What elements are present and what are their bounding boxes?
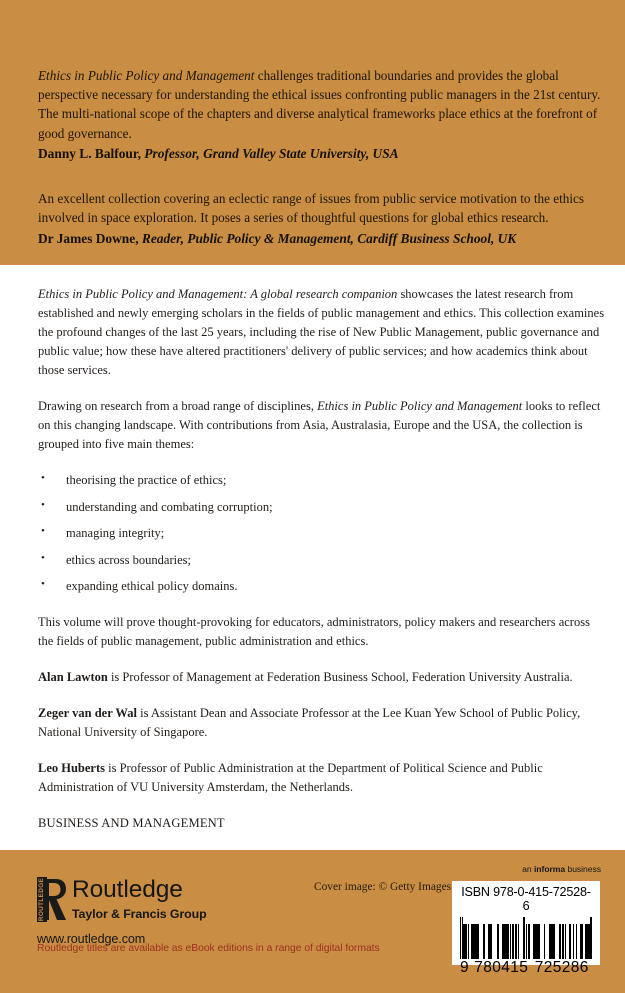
list-item: • expanding ethical policy domains. — [38, 577, 608, 596]
author-bio-3-name: Leo Huberts — [38, 761, 106, 775]
author-bio-3-text: is Professor of Public Administration at the Department of Political Science and Public Administration of VU University Amsterdam, the Netherlands. — [38, 761, 543, 794]
description-paragraph-1 — [38, 285, 608, 380]
publisher-group: Taylor & Francis Group — [72, 907, 207, 922]
publisher-name: Routledge — [72, 876, 183, 904]
book-title-1: Ethics in Public Policy and Management: A global research companion — [38, 287, 398, 301]
endorsement-2-role: Reader, Public Policy & Management, Cardiff Business School, UK — [138, 230, 517, 246]
description-paragraph-2-pre: Drawing on research from a broad range of disciplines, — [38, 399, 318, 413]
book-title-2: Ethics in Public Policy and Management — [317, 399, 523, 413]
themes-list — [38, 471, 608, 596]
logo-r-glyph — [45, 878, 66, 921]
barcode-digit-left: 9 — [460, 958, 470, 976]
list-item: • managing integrity; — [38, 524, 608, 543]
endorsements-panel — [0, 0, 625, 265]
endorsement-2-attribution — [38, 229, 608, 248]
author-bio-1-name: Alan Lawton — [38, 670, 108, 684]
endorsement-2-author: Dr James Downe, — [38, 230, 139, 246]
description-paragraph-2 — [38, 397, 608, 454]
informa-brand: informa — [533, 864, 566, 875]
ebook-availability-note: Routledge titles are available as eBook editions in a range of digital formats — [37, 943, 380, 955]
barcode-digits-right: 725286 — [534, 958, 589, 976]
endorsement-2-text — [38, 189, 608, 227]
author-bio-2-name: Zeger van der Wal — [38, 706, 137, 720]
routledge-logo[interactable] — [37, 877, 207, 946]
list-item: • ethics across boundaries; — [38, 551, 608, 570]
list-item: • understanding and combating corruption; — [38, 498, 608, 517]
publisher-website[interactable]: www.routledge.com — [37, 932, 146, 947]
list-item: • theorising the practice of ethics; — [38, 471, 608, 490]
routledge-r-icon — [37, 877, 65, 922]
informa-prefix: an — [522, 864, 534, 875]
endorsement-1-author: Danny L. Balfour, — [38, 145, 141, 161]
endorsement-1-attribution — [38, 144, 608, 163]
informa-suffix: business — [565, 864, 601, 875]
description-paragraph-1-rest: showcases the latest research from established and newly emerging scholars in the fields of public management and ethics. This collection examines the profound changes of the last 25 years, including the rise of New Public Management, public governance and public value; how these have altered practitioners' delivery of public services; and how academics think about those services. — [38, 287, 605, 377]
author-bio-2-text: is Assistant Dean and Associate Professor at the Lee Kuan Yew School of Public Policy, National University of Singapore. — [38, 706, 581, 739]
author-bio-2 — [38, 704, 608, 742]
barcode-bars — [458, 917, 594, 959]
isbn-number: ISBN 978-0-415-72528-6 — [461, 885, 591, 913]
endorsement-1-body: challenges traditional boundaries and provides the global perspective necessary for understanding the ethical issues confronting public managers in the 21st century. The multi-national scope of the chapters and diverse analytical frameworks place ethics at the forefront of good governance. — [38, 68, 601, 141]
cover-image-credit: Cover image: © Getty Images — [314, 881, 452, 894]
informa-imprint — [522, 864, 601, 874]
endorsement-2 — [38, 189, 608, 248]
routledge-vertical-wordmark: ROUTLEDGE — [38, 878, 45, 922]
barcode-digits — [458, 960, 594, 976]
description-panel — [0, 265, 625, 850]
endorsement-1-role: Professor, Grand Valley State University, USA — [140, 145, 399, 161]
description-paragraph-3: This volume will prove thought-provoking for educators, administrators, policy makers and researchers across the fields of public management, public administration and ethics. — [38, 615, 590, 648]
endorsement-1-text — [38, 66, 608, 143]
barcode-digits-mid: 780415 — [474, 958, 529, 976]
author-bio-1-text: is Professor of Management at Federation Business School, Federation University Australia. — [107, 670, 573, 684]
author-bio-1 — [38, 668, 608, 687]
endorsement-1-title: Ethics in Public Policy and Management — [38, 68, 255, 83]
endorsement-2-body: An excellent collection covering an eclectic range of issues from public service motivation to the ethics involved in space exploration. It poses a series of thoughtful questions for global ethics research. — [38, 191, 584, 226]
endorsement-1 — [38, 66, 608, 163]
description-paragraph-2-post: looks to reflect on this changing landscape. With contributions from Asia, Australasia, Europe and the USA, the collection is grouped into five main themes: — [38, 399, 601, 451]
isbn-barcode-block — [452, 881, 600, 976]
publisher-footer — [0, 850, 625, 993]
author-bio-3 — [38, 759, 608, 797]
subject-category: BUSINESS AND MANAGEMENT — [38, 816, 225, 830]
